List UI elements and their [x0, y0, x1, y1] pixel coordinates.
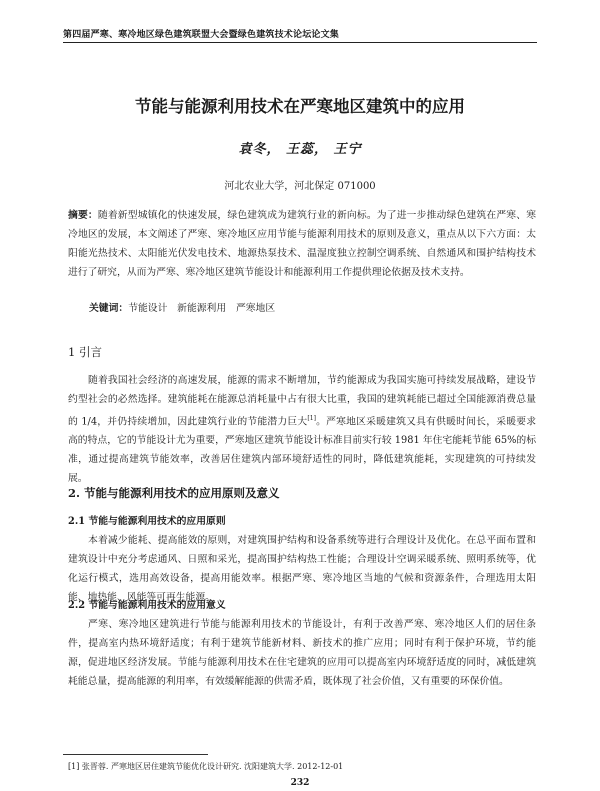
page-number: 232: [290, 778, 310, 788]
keywords: [89, 300, 275, 314]
section-1-heading: 1 引言: [68, 345, 102, 359]
abstract-text: 随着新型城镇化的快速发展，绿色建筑成为建筑行业的新向标。为了进一步推动绿色建筑在严寒、寒冷地区的发展，本文阐述了严寒、寒冷地区应用节能与能源利用技术的原则及意义，重点从以下六方面：太阳能光热技术、太阳能光伏发电技术、地源热泵技术、温湿度独立控制空调系统、自然通风和围护结构技术进行了研究，从而为严寒、寒冷地区建筑节能设计和能源利用工作提供理论依据及技术支持。: [68, 210, 537, 278]
footnote: [1] 张晋蓉. 严寒地区居住建筑节能优化设计研究. 沈阳建筑大学. 2012-12-01: [68, 762, 344, 771]
subsection-2-2-heading: 2.2 节能与能源利用技术的应用意义: [68, 600, 226, 611]
paper-authors: 袁冬， 王蕊， 王宁: [238, 142, 362, 157]
citation-ref: [1]: [307, 415, 316, 422]
section-1-paragraph: [68, 371, 536, 488]
abstract-label: 摘要：: [68, 210, 98, 221]
subsection-2-1-heading: 2.1 节能与能源利用技术的应用原则: [68, 516, 226, 527]
paper-title: 节能与能源利用技术在严寒地区建筑中的应用: [135, 97, 465, 116]
keywords-label: 关键词：: [89, 303, 129, 314]
section-2-heading: 2. 节能与能源利用技术的应用原则及意义: [68, 486, 280, 500]
author-affiliation: 河北农业大学，河北保定 071000: [224, 181, 376, 192]
keywords-text: 节能设计 新能源利用 严寒地区: [128, 303, 276, 314]
section-1-text-a: 随着我国社会经济的高速发展，能源的需求不断增加，节约能源成为我国实施可持续发展战略，建设节约型社会的必然选择。建筑能耗在能源总消耗量中占有很大比重，我国的建筑耗能已超过全国能源消费总量的 1/4，并仍持续增加，因此建筑行业的节能潜力巨大: [68, 375, 536, 428]
subsection-2-1-paragraph: 本着减少能耗、提高能效的原则，对建筑围护结构和设备系统等进行合理设计及优化。在总平面布置和建筑设计中充分考虑通风、日照和采光，提高围护结构热工性能；合理设计空调采暖系统、照明系统等，优化运行模式，选用高效设备，提高用能效率。根据严寒、寒冷地区当地的气候和资源条件，合理选用太阳能、地热能、风能等可再生能源。: [68, 535, 536, 603]
header-rule: [63, 42, 537, 43]
running-header: 第四届严寒、寒冷地区绿色建筑联盟大会暨绿色建筑技术论坛论文集: [63, 30, 340, 40]
footnote-rule: [63, 754, 208, 755]
section-1-text-b: 。严寒地区采暖建筑又具有供暖时间长，采暖要求高的特点，它的节能设计尤为重要，严寒地区建筑节能设计标准目前实行较 1981 年住宅能耗节能 65%的标准，通过提高建筑节能效率，改善居住建筑内部环境舒适性的同时，降低建筑能耗，实现建筑的可持续发展。: [68, 416, 537, 485]
subsection-2-2-paragraph: 严寒、寒冷地区建筑进行节能与能源利用技术的节能设计，有利于改善严寒、寒冷地区人们的居住条件，提高室内热环境舒适度；有利于建筑节能新材料、新技术的推广应用；同时有利于保护环境，节约能源，促进地区经济发展。节能与能源利用技术在住宅建筑的应用可以提高室内环境舒适度的同时，减低建筑耗能总量，提高能源的利用率，有效缓解能源的供需矛盾，既体现了社会价值，又有重要的环保价值。: [68, 619, 536, 687]
abstract: [68, 206, 536, 282]
